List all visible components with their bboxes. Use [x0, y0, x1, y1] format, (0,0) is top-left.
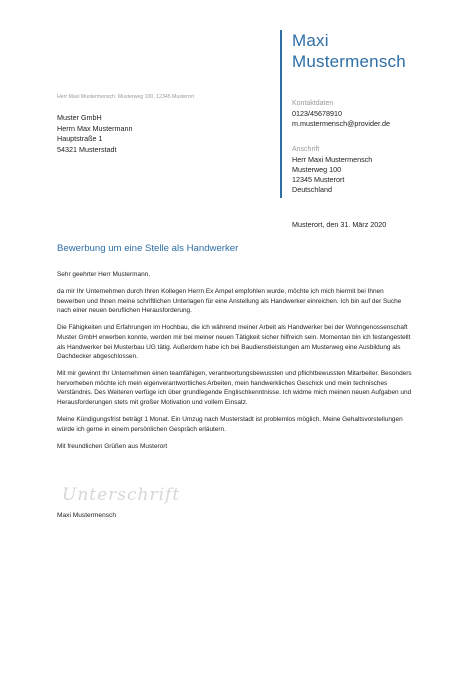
letter-body	[57, 270, 413, 459]
recipient-address	[57, 113, 133, 155]
recipient-city: 54321 Musterstadt	[57, 144, 117, 154]
salutation: Sehr geehrter Herr Mustermann,	[57, 271, 151, 278]
paragraph-1: da mir Ihr Unternehmen durch Ihren Kollegen Herrn Ex Ampel empfohlen wurde, möchte ich mich hiermit bei Ihnen bewerben und Ihnen meine schriftlichen Unterlagen für eine Anstellung als Handwerker einreichen. Ich bin auf der Suche nach einer neuen beruflichen Herausforderung.	[57, 288, 402, 315]
address-name: Herr Maxi Mustermensch	[292, 155, 373, 164]
recipient-company: Muster GmbH	[57, 113, 102, 122]
address-street: Musterweg 100	[292, 165, 342, 174]
header-divider	[280, 30, 282, 198]
paragraph-4: Meine Kündigungsfrist beträgt 1 Monat. Ein Umzug nach Musterstadt ist problemlos möglich. Meine Gehaltsvorstellungen würde ich gerne in einem persönlichen Gespräch erläutern.	[57, 416, 403, 433]
contact-label: Kontaktdaten	[292, 100, 334, 107]
closing: Mit freundlichen Grüßen aus Musterort	[57, 442, 168, 450]
name-last: Mustermensch	[292, 52, 406, 71]
signature-placeholder: Unterschrift	[62, 485, 181, 505]
recipient-street: Hauptstraße 1	[57, 134, 103, 143]
name-first: Maxi	[292, 31, 329, 50]
sender-return-line: Herr Maxi Mustermensch, Musterweg 100, 12345 Musterort	[57, 94, 194, 100]
paragraph-3: Mit mir gewinnt Ihr Unternehmen einen teamfähigen, verantwortungsbewussten und pflichtbewussten Mitarbeiter. Besonders hervorheben möchte ich mein eigenverantwortliches Arbeiten, mein handwerkliches Geschick und mein technisches Verständnis. Des Weiteren verfüge ich über grundlegende Englischkenntnisse. Ich widme mich meinen neuen Aufgaben und Herausforderungen stets mit großer Motivation und vollem Einsatz.	[57, 370, 412, 407]
applicant-name	[292, 30, 406, 72]
address-city: 12345 Musterort	[292, 175, 345, 184]
address-label: Anschrift	[292, 146, 320, 153]
recipient-person: Herrn Max Mustermann	[57, 123, 133, 133]
paragraph-2: Die Fähigkeiten und Erfahrungen im Hochbau, die ich während meiner Arbeit als Handwerker bei der Wohngenossenschaft Muster GmbH erwerben konnte, werden mir bei meiner neuen Tätigkeit sicher hilfreich sein. Momentan bin ich festangestellt als Handwerker bei Musterbau UG tätig. Außerdem habe ich bei Baudienstleistungen am Musterweg eine Ausbildung als Dachdecker abgeschlossen.	[57, 324, 411, 361]
contact-phone: 0123/45678910	[292, 109, 342, 118]
contact-block	[292, 99, 390, 129]
letter-date: Musterort, den 31. März 2020	[292, 220, 387, 229]
contact-email: m.mustermensch@provider.de	[292, 119, 390, 128]
signer-name: Maxi Mustermensch	[57, 512, 116, 519]
address-country: Deutschland	[292, 185, 332, 194]
letter-subject: Bewerbung um eine Stelle als Handwerker	[57, 243, 239, 254]
sender-address-block	[292, 145, 372, 195]
